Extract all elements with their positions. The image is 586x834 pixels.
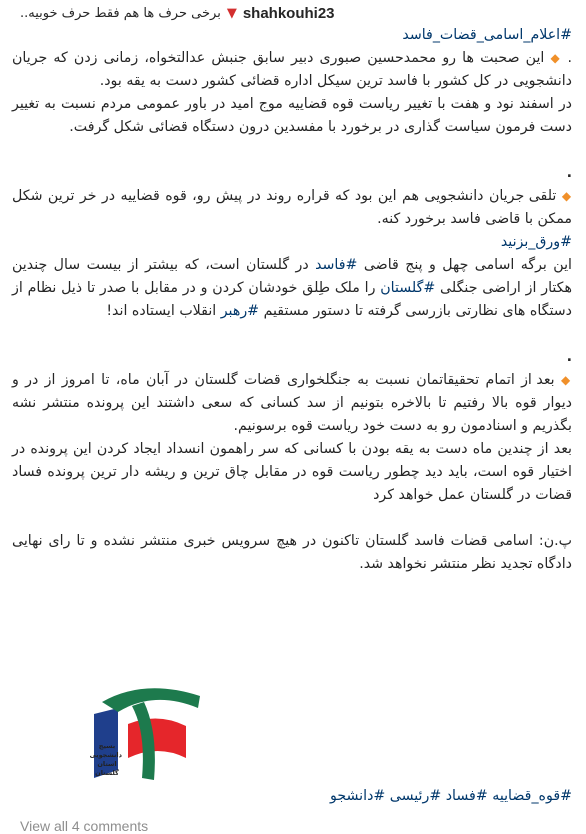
paragraph-4-part-a: این برگه اسامی چهل و پنج قاضی	[357, 257, 572, 273]
hashtag-leaf[interactable]: #ورق_بزنید	[500, 234, 572, 250]
paragraph-4-part-c: را ملک طِلق خودشان کردن و در مقابل با صدر تا ذیل نظام از دستگاه های نظارتی بازرسی گرفته تا دستور مستقیم	[12, 280, 572, 319]
dot-marker: .	[566, 165, 572, 181]
username-link[interactable]: shahkouhi23	[242, 4, 335, 22]
orange-diamond-icon: ◆	[561, 189, 572, 203]
hashtag-golestan[interactable]: #گلستان	[380, 280, 436, 296]
view-all-comments-link[interactable]: View all 4 comments	[20, 818, 149, 834]
logo-line-1: بسیج	[98, 742, 116, 750]
bottom-hashtags[interactable]: #قوه_قضاییه #فساد #رئیسی #دانشجو	[330, 788, 572, 804]
hashtag-fased[interactable]: #فاسد	[315, 257, 358, 273]
paragraph-7: پ.ن: اسامی قضات فاسد گلستان تاکنون در هیچ سرویس خبری منتشر نشده و تا رای نهایی دادگاه تجدید نظر منتشر نخواهد شد.	[12, 533, 572, 572]
orange-diamond-icon: ◆	[560, 373, 572, 387]
paragraph-4	[12, 254, 572, 323]
orange-diamond-icon: ◆	[550, 51, 562, 65]
paragraph-4-part-b: در گلستان است، که بیشتر از بیست سال چندین هکتار از اراضی جنگلی	[12, 257, 573, 296]
dot-marker: .	[566, 349, 572, 365]
hashtag-title[interactable]: #اعلام_اسامی_قضات_فاسد	[402, 27, 572, 43]
spacer	[12, 507, 572, 530]
logo-line-2: دانشجویی	[89, 751, 122, 759]
paragraph-3: تلقی جریان دانشجویی هم این بود که قراره روند در پیش رو، قوه قضاییه در خر ترین شکل ممکن با قاضی فاسد برخورد کنه.	[12, 188, 572, 227]
logo-caption	[89, 742, 122, 778]
logo-line-3: استان گلستان	[95, 760, 119, 777]
paragraph-4-part-d: انقلاب ایستاده اند!	[106, 303, 221, 319]
spacer	[12, 139, 572, 162]
paragraph-1: این صحبت ها رو محمدحسین صبوری دبیر سابق جنبش عدالتخواه، زمانی زدن که جریان دانشجویی در کل کشور با فاسد ترین سیکل اداره قضائی کشور دست به یقه بود.	[12, 50, 572, 89]
paragraph-2: در اسفند نود و هفت با تغییر ریاست قوه قضاییه موج امید در باور عمومی مردم نسبت به تغییر دست فرمون سیاست گذاری در برخورد با مفسدین درون دستگاه قضائی شکل گرفت.	[12, 96, 572, 135]
logo-red-flag	[128, 718, 186, 758]
logo-green-ribbon	[102, 688, 200, 712]
spacer	[12, 323, 572, 346]
header-tagline: برخی حرف ها هم فقط حرف خوبیه..	[20, 5, 221, 21]
paragraph-6: بعد از چندین ماه دست به یقه بودن با کسانی که سر راهمون انسداد ایجاد کردن این پرونده در اختیار قوه است، باید دید چطور ریاست قوه در مقابل چاق ترین و ریشه دار ترین پرونده فساد قضات در گلستان عمل خواهد کرد	[12, 441, 572, 503]
post-caption	[12, 24, 572, 576]
hashtag-rahbar[interactable]: #رهبر	[220, 303, 260, 319]
paragraph-5: بعد از اتمام تحقیقاتمان نسبت به جنگلخواری قضات گلستان در آبان ماه، تا امروز از در و دیوار قوه بالا رفتیم تا بالاخره بتونیم از سد کسانی که سعی داشتند این پرونده منتشر نشه بگذریم و اسنادمون رو به دست خود ریاست قوه برسونیم.	[12, 372, 572, 434]
post-header	[0, 0, 586, 26]
red-heart-icon: ▼	[226, 5, 237, 21]
dot-marker: .	[567, 50, 572, 66]
